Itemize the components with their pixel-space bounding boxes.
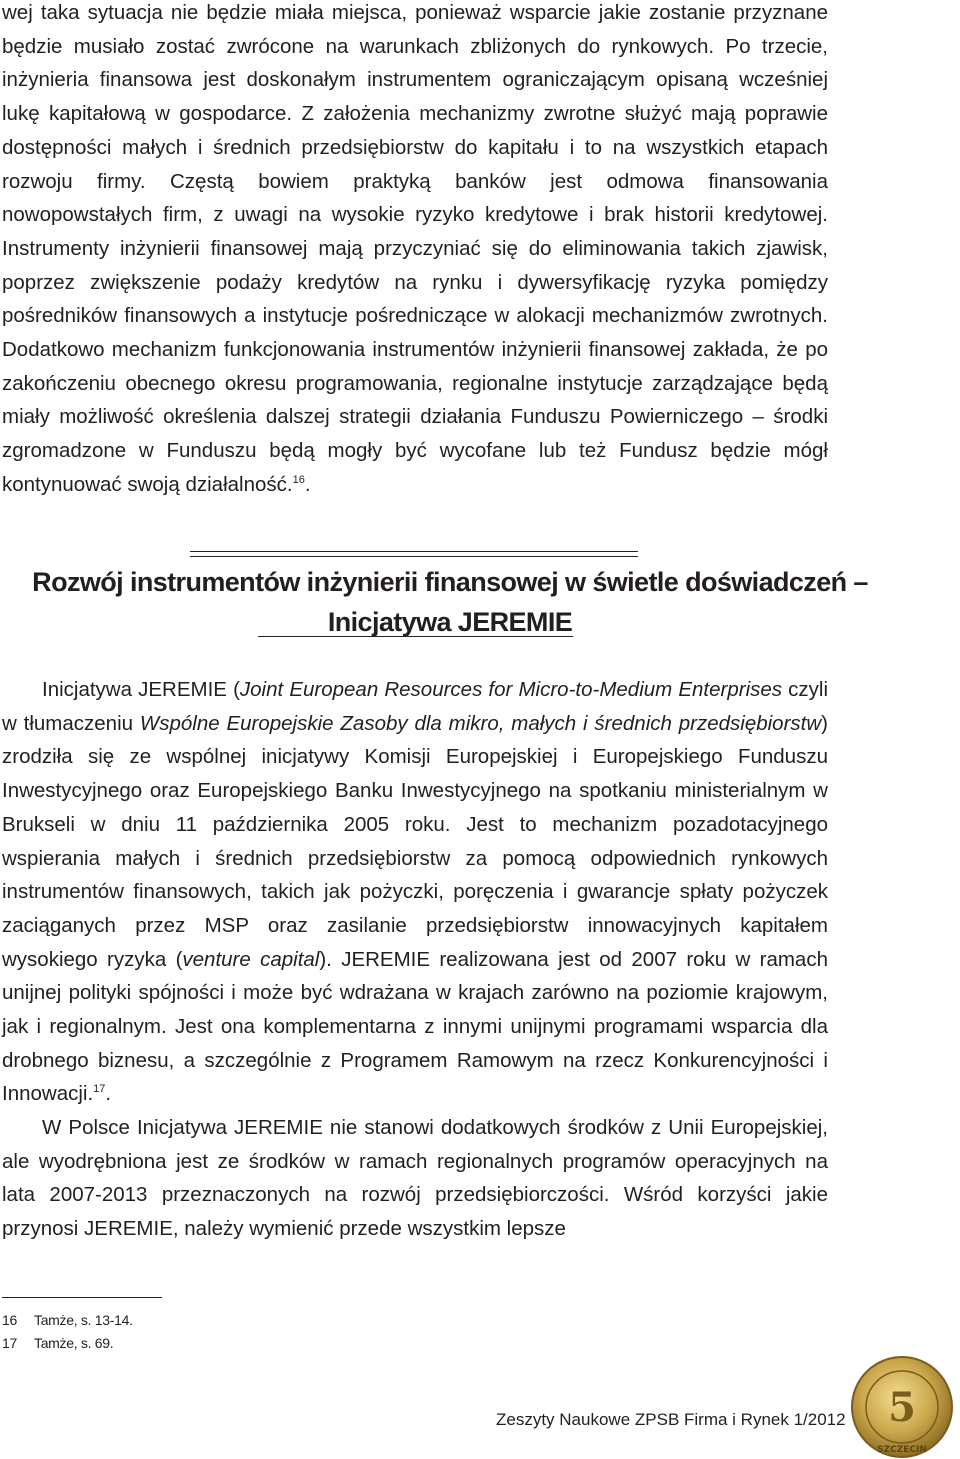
paragraph-3 bbox=[2, 1111, 828, 1246]
seal-numeral: 5 bbox=[888, 1384, 916, 1431]
page-footer bbox=[496, 1408, 876, 1431]
paragraph-1 bbox=[2, 0, 828, 502]
footnote-number: 17 bbox=[2, 1335, 17, 1351]
footnote-ref-17[interactable]: 17 bbox=[93, 1083, 106, 1096]
paragraph-1-text: wej taka sytuacja nie będzie miała miejsca, ponieważ wsparcie jakie zostanie przyznane będzie musiało zostać zwrócone na warunkach zbliżonych do rynkowych. Po trzecie, inżynieria finansowa jest doskonałym instrumentem ograniczającym opisaną wcześniej lukę kapitałową w gospodarce. Z założenia mechanizmy zwrotne służyć mają poprawie dostępności małych i średnich przedsiębiorstw do kapitału i to na wszystkich etapach rozwoju firmy. Częstą bowiem praktyką banków jest odmowa finansowania nowopowstałych firm, z uwagi na wysokie ryzyko kredytowe i brak historii kredytowej. Instrumenty inżynierii finansowej mają przyczyniać się do eliminowania takich zjawisk, poprzez zwiększenie podaży kredytów na rynku i dywersyfikację ryzyka pomiędzy pośredników finansowych a instytucje pośredniczące w alokacji mechanizmów zwrotnych. Dodatkowo mechanizm funkcjonowania instrumentów inżynierii finansowej zakłada, że po zakończeniu obecnego okresu programowania, regionalne instytucje zarządzające będą miały możliwość określenia dalszej strategii działania Funduszu Powierniczego – środki zgromadzone w Funduszu będą mogły być wycofane lub też Fundusz będzie mógł kontynuować swoją działalność. bbox=[2, 1, 828, 496]
paragraph-2-g: ). JEREMIE realizowana jest od 2007 roku w ramach unijnej polityki spójności i może być wdrażana w krajach zarówno na poziomie krajowym, jak i regionalnym. Jest ona komplementarna z innymi unijnymi programami wsparcia dla drobnego biznesu, a szczególnie z Programem Ramowym na rzecz Konkurencyjności i Innowacji. bbox=[2, 947, 828, 1106]
paragraph-3-text: W Polsce Inicjatywa JEREMIE nie stanowi dodatkowych środków z Unii Europejskiej, ale wyodrębniona jest ze środków w ramach regionalnych programów operacyjnych na lata 2007-2013 przeznaczonych na rozwój przedsiębiorczości. Wśród korzyści jakie przynosi JEREMIE, należy wymienić przede wszystkim lepsze bbox=[2, 1116, 828, 1241]
paragraph-2-venture-capital: venture capital bbox=[182, 947, 320, 971]
heading-rule-top-2 bbox=[190, 556, 638, 557]
section-heading-line-1: Rozwój instrumentów inżynierii finansowej w świetle doświadczeń – bbox=[32, 567, 868, 597]
paragraph-2-a: Inicjatywa JEREMIE ( bbox=[42, 678, 240, 701]
footnote-17 bbox=[2, 1333, 113, 1354]
journal-title: Zeszyty Naukowe ZPSB Firma i Rynek 1/2012 bbox=[496, 1410, 846, 1429]
footnote-text: Tamże, s. 69. bbox=[34, 1335, 114, 1351]
footnote-number: 16 bbox=[2, 1312, 17, 1328]
footnote-ref-16[interactable]: 16 bbox=[292, 474, 305, 487]
paragraph-2-end: . bbox=[105, 1082, 112, 1106]
university-seal-icon bbox=[850, 1355, 954, 1459]
heading-underline bbox=[258, 636, 573, 637]
footnote-text: Tamże, s. 13-14. bbox=[34, 1312, 133, 1328]
section-heading bbox=[20, 562, 880, 642]
paragraph-2 bbox=[2, 673, 828, 1111]
footnote-16 bbox=[2, 1310, 133, 1331]
paragraph-2-english-name: Joint European Resources for Micro-to-Medium Enterprises bbox=[239, 678, 783, 701]
paragraph-2-polish-name: Wspólne Europejskie Zasoby dla mikro, małych i średnich przedsiębiorstw bbox=[139, 711, 822, 735]
paragraph-1-end: . bbox=[304, 472, 311, 496]
footnote-separator bbox=[2, 1297, 162, 1298]
paragraph-2-e: ) zrodziła się ze wspólnej inicjatywy Komisji Europejskiej i Europejskiego Funduszu Inwestycyjnego oraz Europejskiego Banku Inwestycyjnego na spotkaniu ministerialnym w Brukseli w dniu 11 października 2005 roku. Jest to mechanizm pozadotacyjnego wspierania małych i średnich przedsiębiorstw za pomocą odpowiednich rynkowych instrumentów finansowych, takich jak pożyczki, poręczenia i gwarancje spłaty pożyczek zaciąganych przez MSP oraz zasilanie przedsiębiorstw innowacyjnych kapitałem wysokiego ryzyka ( bbox=[2, 711, 828, 971]
paragraph-2-c: czyli w tłumaczeniu bbox=[2, 678, 828, 735]
seal-city: SZCZECIN bbox=[877, 1445, 927, 1455]
heading-rule-top-1 bbox=[190, 551, 638, 552]
section-heading-line-2: Inicjatywa JEREMIE bbox=[327, 607, 573, 637]
